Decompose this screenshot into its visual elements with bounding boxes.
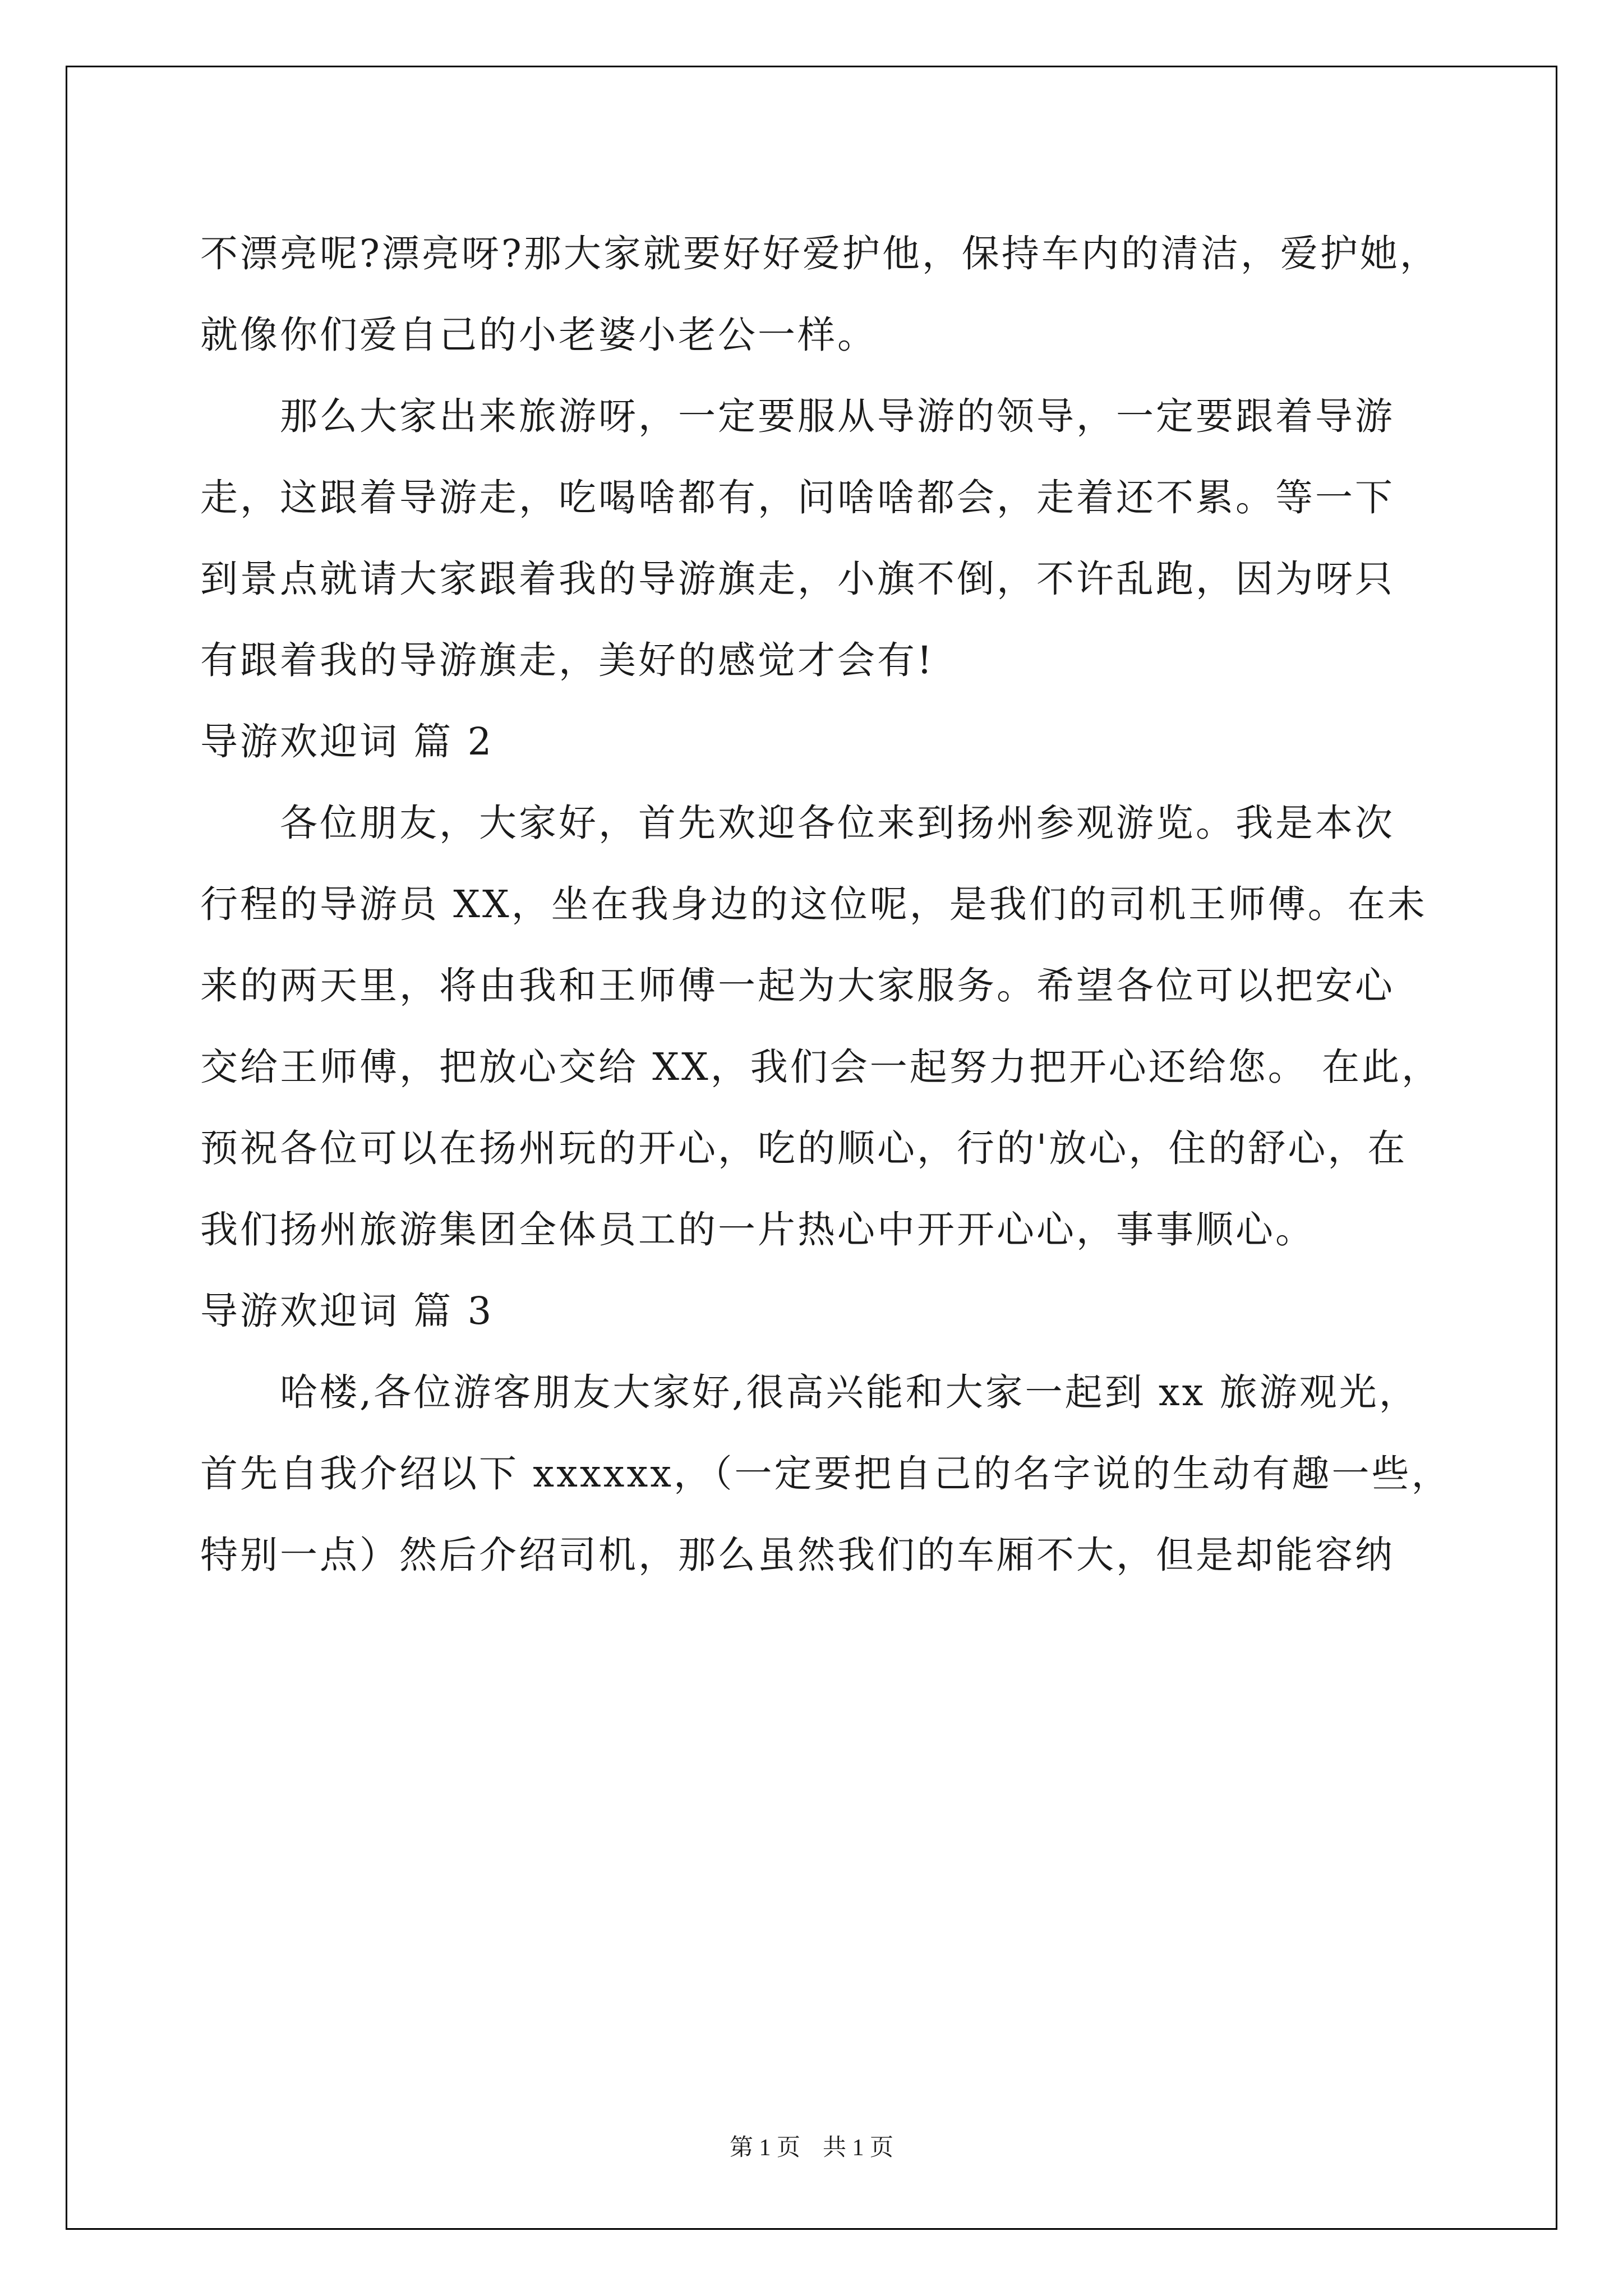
page-number: 第 1 页 xyxy=(729,2135,800,2161)
page-total: 共 1 页 xyxy=(823,2135,894,2161)
text-line: 行程的导游员 XX，坐在我身边的这位呢，是我们的司机王师傅。在未 xyxy=(200,882,1427,926)
page-footer xyxy=(0,2129,1623,2162)
text-line: 来的两天里，将由我和王师傅一起为大家服务。希望各位可以把安心 xyxy=(200,964,1395,1007)
text-line: 首先自我介绍以下 xxxxxx，（一定要把自己的名字说的生动有趣一些， xyxy=(200,1452,1451,1496)
section-heading: 导游欢迎词 篇 2 xyxy=(200,720,494,763)
text-line: 就像你们爱自己的小老婆小老公一样。 xyxy=(200,313,877,357)
text-line: 特别一点）然后介绍司机，那么虽然我们的车厢不大，但是却能容纳 xyxy=(200,1533,1395,1577)
text-line: 各位朋友，大家好，首先欢迎各位来到扬州参观游览。我是本次 xyxy=(200,801,1395,845)
text-line: 交给王师傅，把放心交给 XX，我们会一起努力把开心还给您。 在此， xyxy=(200,1045,1441,1089)
text-line: 那么大家出来旅游呀，一定要服从导游的领导，一定要跟着导游 xyxy=(200,394,1395,438)
text-line: 哈楼,各位游客朋友大家好,很高兴能和大家一起到 xx 旅游观光， xyxy=(200,1370,1419,1414)
document-body xyxy=(200,213,1451,1596)
text-line: 有跟着我的导游旗走，美好的感觉才会有! xyxy=(200,638,934,682)
text-line: 到景点就请大家跟着我的导游旗走，小旗不倒，不许乱跑，因为呀只 xyxy=(200,557,1395,601)
text-line: 我们扬州旅游集团全体员工的一片热心中开开心心，事事顺心。 xyxy=(200,1208,1315,1251)
text-line: 预祝各位可以在扬州玩的开心，吃的顺心，行的'放心，住的舒心，在 xyxy=(200,1126,1408,1170)
text-line: 走，这跟着导游走，吃喝啥都有，问啥啥都会，走着还不累。等一下 xyxy=(200,476,1395,519)
text-line: 不漂亮呢?漂亮呀?那大家就要好好爱护他，保持车内的清洁，爱护她， xyxy=(200,232,1440,275)
section-heading: 导游欢迎词 篇 3 xyxy=(200,1289,494,1333)
